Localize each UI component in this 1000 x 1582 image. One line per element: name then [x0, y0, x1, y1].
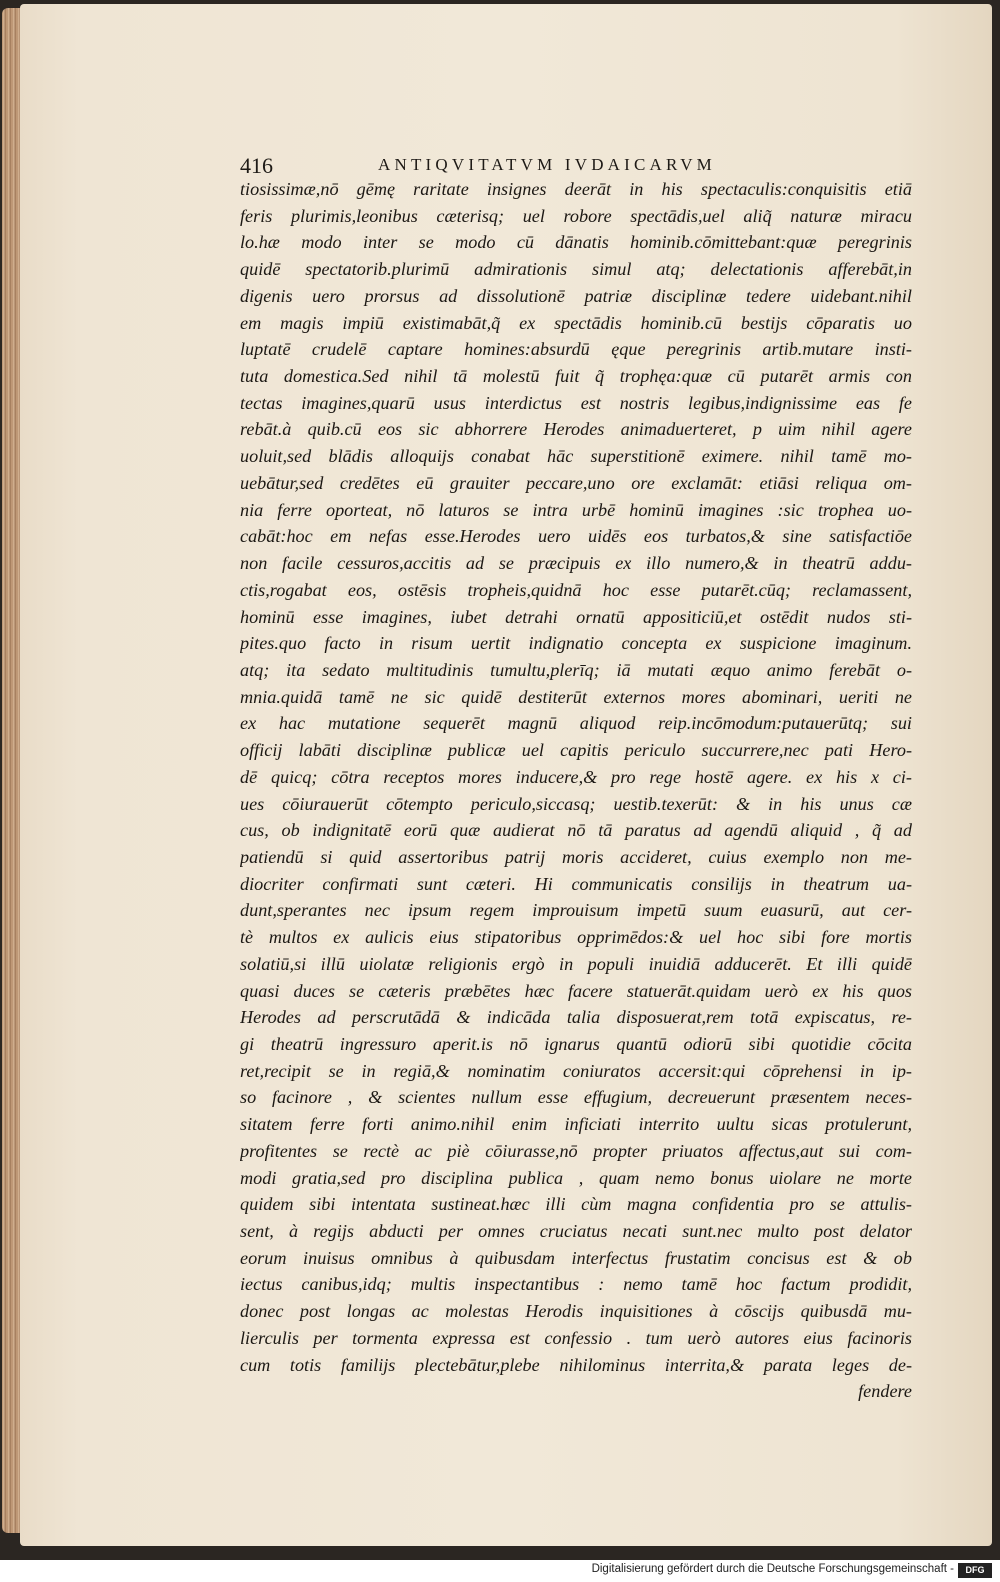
text-line: donec post longas ac molestas Herodis inquisitiones à cōscijs quibusdā mu- [240, 1301, 912, 1322]
text-line: sent, à regijs abducti per omnes cruciatus necati sunt.nec multo post delator [240, 1221, 912, 1242]
page-number: 416 [240, 153, 273, 178]
text-line: tè multos ex aulicis eius stipatoribus opprimēdos:& uel hoc sibi fore mortis [240, 927, 912, 948]
text-line: feris plurimis,leonibus cæterisq; uel robore spectādis,uel aliq̃ naturæ miracu [240, 205, 912, 226]
text-line: gi theatrū ingressuro aperit.is nō ignarus quantū odiorū sibi quotidie cōcita [240, 1034, 912, 1054]
text-line: tiosissimæ,nō gēmę raritate insignes deerāt in his spectaculis:conquisitis etiā [240, 179, 912, 199]
dfg-logo: DFG [958, 1563, 992, 1578]
text-line: cus, ob indignitatē eorū quæ audierat nō tā paratus ad agendū aliquid , q̃ ad [240, 820, 912, 841]
text-line: quidem sibi intentata sustineat.hæc illi cùm magna confidentia pro se attulis- [240, 1194, 912, 1215]
body-text [240, 176, 912, 1405]
text-line: solatiū,si illū uiolatæ religionis ergò in populi inuidiā adducerēt. Et illi quidē [240, 953, 912, 974]
catchword: fendere [858, 1381, 912, 1402]
text-line: atq; ita sedato multitudinis tumultu,plerīq; iā mutati æquo animo ferebāt o- [240, 659, 912, 680]
text-line: dunt,sperantes nec ipsum regem improuisum impetū suum euasurū, aut cer- [240, 900, 912, 921]
footer-credit: Digitalisierung gefördert durch die Deutsche Forschungsgemeinschaft - [591, 1563, 954, 1575]
running-title: ANTIQVITATVM IVDAICARVM [378, 155, 716, 174]
text-line: uoluit,sed blādis alloquijs conabat hāc superstitionē eximere. nihil tamē mo- [240, 446, 912, 467]
text-line: ues cōiurauerūt cōtempto periculo,siccasq; uestib.texerūt: & in his unus cæ [240, 793, 912, 814]
text-line: iectus canibus,idq; multis inspectantibus : nemo tamē hoc factum prodidit, [240, 1274, 912, 1295]
text-line: nia ferre oporteat, nō laturos se intra urbē hominū imagines :sic trophea uo- [240, 499, 912, 520]
text-line: modi gratia,sed pro disciplina publica , quam nemo bonus uiolare ne morte [240, 1167, 912, 1188]
text-line: so facinore , & scientes nullum esse effugium, decreuerunt præsentem neces- [240, 1087, 912, 1108]
text-line: digenis uero prorsus ad dissolutionē patriæ disciplinæ tedere uidebant.nihil [240, 285, 912, 306]
text-line: ex hac mutatione sequerēt magnū aliquod reip.incōmodum:putauerūtq; sui [240, 713, 912, 734]
text-line: dē quicq; cōtra receptos mores inducere,& pro rege hostē agere. ex his x ci- [240, 766, 912, 787]
text-line: mnia.quidā tamē ne sic quidē destiterūt externos mores abominari, ueriti ne [240, 686, 912, 707]
text-line: hominū esse imagines, iubet detrahi ornatū appositiciū,et ostēdit nudos sti- [240, 606, 912, 627]
text-line: tectas imagines,quarū usus interdictus est nostris legibus,indignissime eas fe [240, 392, 912, 413]
text-line: pites.quo facto in risum uertit indignatio concepta ex suspicione imaginum. [240, 633, 912, 654]
text-line: eorum inuisus omnibus à quibusdam interfectus frustatim concisus est & ob [240, 1247, 912, 1268]
text-line: uebātur,sed credētes eū grauiter peccare,uno ore exclamāt: etiāsi reliqua om- [240, 472, 912, 493]
text-line: tuta domestica.Sed nihil tā molestū fuit q̃ trophęa:quæ cū putarēt armis con [240, 366, 912, 387]
text-line: profitentes se rectè ac piè cōiurasse,nō propter priuatos affectus,aut sui com- [240, 1140, 912, 1161]
text-line: cabāt:hoc em nefas esse.Herodes uero uidēs eos turbatos,& sine satisfactiōe [240, 526, 912, 547]
footer-bar [0, 1560, 1000, 1582]
text-line: quidē spectatorib.plurimū admirationis simul atq; delectationis afferebāt,in [240, 259, 912, 280]
text-line: lo.hæ modo inter se modo cū dānatis hominib.cōmittebant:quæ peregrinis [240, 232, 912, 253]
text-line: Herodes ad perscrutādā & indicāda talia disposuerat,rem totā expiscatus, re- [240, 1007, 912, 1028]
text-line: sitatem ferre forti animo.nihil enim inficiati interrito uultu sicas protulerunt, [240, 1114, 912, 1135]
text-line: rebāt.à quib.cū eos sic abhorrere Herodes animaduerteret, p uim nihil agere [240, 419, 912, 440]
text-line: quasi duces se cæteris præbētes hæc facere statuerāt.quidam uerò ex his quos [240, 980, 912, 1001]
text-line: non facile cessuros,accitis ad se præcipuis ex illo numero,& in theatrū addu- [240, 553, 912, 574]
text-line: em magis impiū existimabāt,q̃ ex spectādis hominib.cū bestijs cōparatis uo [240, 312, 912, 333]
text-line: cum totis familijs plectebātur,plebe nihilominus interrita,& parata leges de- [240, 1354, 912, 1375]
text-line: ctis,rogabat eos, ostēsis tropheis,quidnā hoc esse putarēt.cūq; reclamassent, [240, 579, 912, 600]
text-line: diocriter confirmati sunt cæteri. Hi communicatis consilijs in theatrum ua- [240, 873, 912, 894]
text-line: ret,recipit se in regiā,& nominatim coniuratos accersit:qui cōprehensi in ip- [240, 1060, 912, 1081]
text-line: officij labāti disciplinæ publicæ uel capitis periculo succurrere,nec pati Hero- [240, 740, 912, 761]
text-line: patiendū si quid assertoribus patrij moris accideret, cuius exemplo non me- [240, 846, 912, 867]
text-line: luptatē crudelē captare homines:absurdū ęque peregrinis artib.mutare insti- [240, 339, 912, 360]
text-line: lierculis per tormenta expressa est confessio . tum uerò autores eius facinoris [240, 1327, 912, 1348]
